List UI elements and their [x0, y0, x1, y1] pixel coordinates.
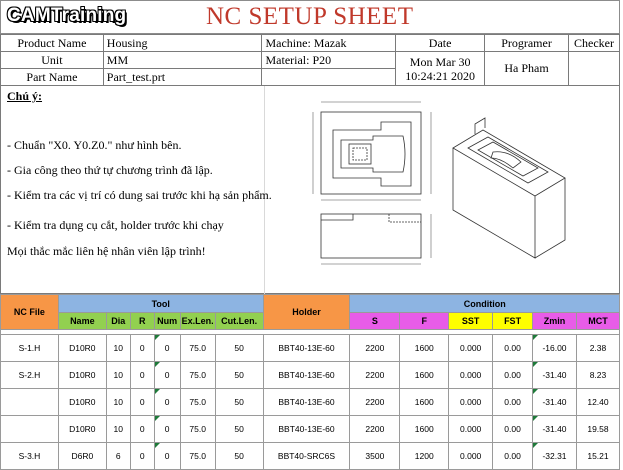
cutlen-cell: 50 — [215, 416, 263, 443]
notes-area — [0, 86, 620, 294]
num-cell: 0 — [154, 335, 180, 362]
dia-cell: 10 — [106, 416, 130, 443]
notes-heading: Chú ý: — [7, 89, 43, 103]
info-table — [0, 34, 620, 86]
nc-file-cell — [1, 389, 59, 416]
date-value — [396, 52, 485, 86]
zmin-cell: -31.40 — [533, 389, 577, 416]
logo-text: CAMTraining — [7, 5, 127, 26]
column-header-f: F — [400, 313, 449, 330]
product-name-label: Product Name — [1, 35, 104, 52]
holder-cell: BBT40-13E-60 — [263, 335, 350, 362]
note-line: - Gia công theo thứ tự chương trình đã lập. — [7, 163, 213, 177]
r-cell: 0 — [130, 362, 154, 389]
dia-cell: 10 — [106, 362, 130, 389]
cutlen-cell: 50 — [215, 335, 263, 362]
column-header-name: Name — [58, 313, 106, 330]
isometric-view-drawing — [453, 118, 565, 258]
column-header-fst: FST — [493, 313, 533, 330]
zmin-cell: -16.00 — [533, 335, 577, 362]
table-row — [1, 335, 620, 362]
holder-cell: BBT40-13E-60 — [263, 416, 350, 443]
exlen-cell: 75.0 — [180, 389, 215, 416]
tool-name-cell: D10R0 — [58, 335, 106, 362]
column-header-num: Num — [154, 313, 180, 330]
mct-cell: 15.21 — [576, 443, 619, 470]
dia-cell: 6 — [106, 443, 130, 470]
fst-cell: 0.00 — [493, 443, 533, 470]
fst-cell: 0.00 — [493, 416, 533, 443]
sst-cell: 0.000 — [449, 335, 493, 362]
mct-cell: 2.38 — [576, 335, 619, 362]
part-drawing — [293, 90, 568, 270]
num-cell: 0 — [154, 362, 180, 389]
part-name-value: Part_test.prt — [103, 69, 262, 86]
r-cell: 0 — [130, 389, 154, 416]
nc-file-cell: S-2.H — [1, 362, 59, 389]
nc-file-cell: S-1.H — [1, 335, 59, 362]
f-cell: 1600 — [400, 416, 449, 443]
column-header-zmin: Zmin — [533, 313, 577, 330]
product-name-value: Housing — [103, 35, 262, 52]
fst-cell: 0.00 — [493, 335, 533, 362]
dia-cell: 10 — [106, 389, 130, 416]
tool-name-cell: D10R0 — [58, 416, 106, 443]
checker-value — [568, 52, 619, 86]
tool-table — [0, 294, 620, 470]
s-cell: 2200 — [350, 389, 400, 416]
note-line: - Kiểm tra dụng cụ cắt, holder trước khi chạy — [7, 218, 224, 232]
checker-label: Checker — [568, 35, 619, 52]
cutlen-cell: 50 — [215, 362, 263, 389]
exlen-cell: 75.0 — [180, 443, 215, 470]
mct-cell: 12.40 — [576, 389, 619, 416]
column-header-exlen: Ex.Len. — [180, 313, 215, 330]
nc-file-cell: S-3.H — [1, 443, 59, 470]
f-cell: 1600 — [400, 389, 449, 416]
s-cell: 2200 — [350, 362, 400, 389]
camtraining-logo — [7, 5, 127, 29]
top-view-drawing — [313, 102, 431, 200]
mct-cell: 8.23 — [576, 362, 619, 389]
tool-name-cell: D10R0 — [58, 362, 106, 389]
exlen-cell: 75.0 — [180, 335, 215, 362]
unit-value: MM — [103, 52, 262, 69]
sst-cell: 0.000 — [449, 389, 493, 416]
tool-group-header: Tool — [58, 295, 263, 313]
r-cell: 0 — [130, 335, 154, 362]
programer-value: Ha Pham — [485, 52, 569, 86]
date-line-1: Mon Mar 30 — [409, 54, 471, 69]
tool-name-cell: D6R0 — [58, 443, 106, 470]
note-line: - Chuẩn "X0. Y0.Z0." như hình bên. — [7, 138, 182, 152]
column-header-dia: Dia — [106, 313, 130, 330]
sst-cell: 0.000 — [449, 362, 493, 389]
holder-cell: BBT40-13E-60 — [263, 362, 350, 389]
zmin-cell: -32.31 — [533, 443, 577, 470]
fst-cell: 0.00 — [493, 389, 533, 416]
machine-cell: Machine: Mazak — [262, 35, 396, 52]
nc-file-header: NC File — [1, 295, 59, 330]
unit-label: Unit — [1, 52, 104, 69]
num-cell: 0 — [154, 416, 180, 443]
table-row — [1, 389, 620, 416]
condition-group-header: Condition — [350, 295, 620, 313]
column-header-sst: SST — [449, 313, 493, 330]
f-cell: 1600 — [400, 362, 449, 389]
zmin-cell: -31.40 — [533, 416, 577, 443]
column-header-cutlen: Cut.Len. — [215, 313, 263, 330]
num-cell: 0 — [154, 389, 180, 416]
material-cell: Material: P20 — [262, 52, 396, 69]
column-header-s: S — [350, 313, 400, 330]
cutlen-cell: 50 — [215, 443, 263, 470]
holder-cell: BBT40-SRC6S — [263, 443, 350, 470]
s-cell: 2200 — [350, 335, 400, 362]
table-row — [1, 443, 620, 470]
empty-cell — [262, 69, 396, 86]
table-row — [1, 416, 620, 443]
sst-cell: 0.000 — [449, 443, 493, 470]
note-line: Mọi thắc mắc liên hệ nhân viên lập trình! — [7, 244, 206, 258]
table-row — [1, 362, 620, 389]
f-cell: 1200 — [400, 443, 449, 470]
f-cell: 1600 — [400, 335, 449, 362]
nc-file-cell — [1, 416, 59, 443]
mct-cell: 19.58 — [576, 416, 619, 443]
holder-header: Holder — [263, 295, 350, 330]
num-cell: 0 — [154, 443, 180, 470]
s-cell: 3500 — [350, 443, 400, 470]
front-view-drawing — [321, 214, 431, 264]
exlen-cell: 75.0 — [180, 362, 215, 389]
exlen-cell: 75.0 — [180, 416, 215, 443]
r-cell: 0 — [130, 416, 154, 443]
note-line: - Kiểm tra các vị trí có dung sai trước khi hạ sản phẩm. — [7, 188, 272, 202]
holder-cell: BBT40-13E-60 — [263, 389, 350, 416]
cutlen-cell: 50 — [215, 389, 263, 416]
r-cell: 0 — [130, 443, 154, 470]
column-header-mct: MCT — [576, 313, 619, 330]
date-line-2: 10:24:21 2020 — [405, 68, 475, 83]
column-header-r: R — [130, 313, 154, 330]
date-label: Date — [396, 35, 485, 52]
sst-cell: 0.000 — [449, 416, 493, 443]
tool-name-cell: D10R0 — [58, 389, 106, 416]
title-band — [0, 0, 620, 34]
programer-label: Programer — [485, 35, 569, 52]
fst-cell: 0.00 — [493, 362, 533, 389]
s-cell: 2200 — [350, 416, 400, 443]
page-title: NC SETUP SHEET — [206, 3, 414, 30]
part-name-label: Part Name — [1, 69, 104, 86]
zmin-cell: -31.40 — [533, 362, 577, 389]
dia-cell: 10 — [106, 335, 130, 362]
